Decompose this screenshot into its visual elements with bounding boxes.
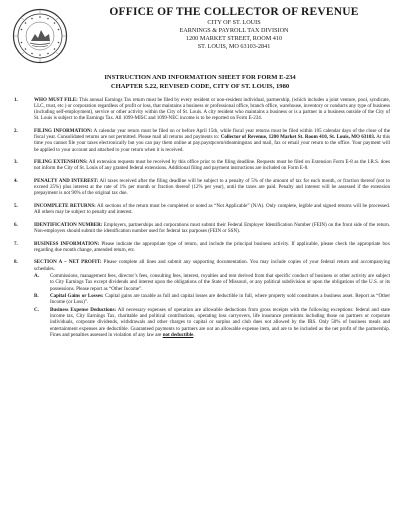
item-heading: BUSINESS INFORMATION: bbox=[34, 240, 100, 247]
item-text: This annual Earnings Tax return must be filed by every resident or non-resident individual, partnership, (which includes a joint venture, pool, syndicate, LLC, trust, etc.) or corporation regardless of profit or loss, that maintains a business or professional office, branch office, warehouse, inventory or conducts any type of business (including self-employment), service or other activity within the City of St. Louis. A city resident who maintains a business or is a partner in a business outside of the City of St. Louis is subject to the Earnings Tax. All 1099-MISC and 1099-NEC income is to be reported on Form E-234. bbox=[34, 97, 390, 122]
item-heading: FILING INFORMATION: bbox=[34, 128, 93, 135]
instruction-item-incomplete-returns bbox=[14, 203, 390, 215]
item-number: 3. bbox=[14, 159, 18, 166]
item-number: 4. bbox=[14, 178, 18, 185]
item-text: Please indicate the appropriate type of return, and include the principal business activity. If applicable, please check the appropriate box regarding due month change, amended return, etc. bbox=[34, 240, 391, 253]
item-number: 5. bbox=[14, 203, 18, 210]
item-text: All extension requests must be received by this office prior to the filing deadline. Requests must be filed on Extension Form E-8 as the I.R.S. does not inform the City of St. Louis of any granted federal extensions. Additional filing and payment instructions are included on Form E-8. bbox=[34, 159, 390, 172]
item-number: 7. bbox=[14, 240, 18, 247]
instructions-body bbox=[14, 97, 390, 344]
subitem-other-income bbox=[34, 273, 390, 291]
not-deductible-emphasis: not deductible bbox=[162, 331, 194, 338]
mailing-address: Collector of Revenue, 1200 Market St. Room 410, St. Louis, MO 63103. bbox=[220, 134, 376, 141]
item-number: 2. bbox=[14, 128, 18, 135]
subitem-capital-gains bbox=[34, 293, 390, 305]
item-text-continued: At this time you cannot file your taxes electronically but you can pay them online at pay.paystpcom/stleamingstax and mail, fax or email your return to the office. Your payment will be applied to your account and attached to your return when it is received. bbox=[34, 134, 390, 153]
instruction-item-who-must-file bbox=[14, 97, 390, 122]
instructions-heading bbox=[0, 74, 400, 91]
city-seal-logo bbox=[12, 8, 68, 64]
instruction-item-filing-information bbox=[14, 128, 390, 153]
item-text: All sections of the return must be completed or noted as “Not Applicable” (N/A). Only complete, legible and signed returns will be processed. All others may be subject to penalty and interest. bbox=[34, 203, 390, 216]
instruction-item-filing-extensions bbox=[14, 159, 390, 171]
instruction-item-section-a-net-profit bbox=[14, 259, 390, 337]
city-state-zip: ST. LOUIS, MO 63103-2841 bbox=[197, 43, 271, 50]
instructions-title: INSTRUCTION AND INFORMATION SHEET FOR FORM E-234 bbox=[104, 74, 296, 81]
item-text: Please complete all lines and submit any supporting documentation. You may include copies of your federal return and accompanying schedules. bbox=[34, 259, 390, 272]
subitem-heading: Capital Gains or Losses: bbox=[50, 293, 104, 300]
subitem-text: All necessary expenses of operation are allowable deductions from gross receipts with the following exceptions: federal and state income tax, City Earnings Tax, charitable and political contributions, operating loss carryovers, life insurance premiums including those on partners or corporate individuals, corporate dividends, withdrawals and other charges to capital or surplus and club dues not allowed by the IRS. Only 50% of business meals and entertainment expenses are deductible. Guaranteed payments to partners are not an allowable expense item, and are to be included as the net profit of the partnership. Fines and penalties assessed in violation of any law are bbox=[50, 307, 390, 338]
subitem-letter: A. bbox=[34, 273, 39, 280]
office-title: OFFICE OF THE COLLECTOR OF REVENUE bbox=[109, 6, 359, 18]
item-number: 1. bbox=[14, 97, 18, 103]
street-address: 1200 MARKET STREET, ROOM 410 bbox=[185, 35, 283, 42]
instruction-item-business-information bbox=[14, 241, 390, 253]
subitem-text: Commissions, management fees, director’s fees, consulting fees, interest, royalties and rent derived from that specific conduct of business or other activity are subject to City Earnings Tax except dividends and interest upon the obligations of the State of Missouri, or any political subdivision or upon the obligations of the U.S. or its possessions. Please report as “Other Income”. bbox=[50, 273, 390, 292]
subitem-letter: C. bbox=[34, 307, 39, 314]
subitem-heading: Business Expense Deductions: bbox=[50, 307, 117, 314]
subitem-text: Capital gains are taxable as full and capital losses are deductible in full, where property sold constitutes a business asset. Report as “Other Income (or Loss)”. bbox=[50, 293, 391, 306]
instruction-item-identification-number bbox=[14, 222, 390, 234]
item-heading: IDENTIFICATION NUMBER: bbox=[34, 221, 103, 228]
division-name: EARNINGS & PAYROLL TAX DIVISION bbox=[179, 27, 289, 34]
item-heading: SECTION A – NET PROFIT: bbox=[34, 259, 102, 266]
item-text: A calendar year return must be filed on or before April 15th, while fiscal year returns must be filed within 105 calendar days of the close of the fiscal year. Consolidated returns are not permitted. Please mail all returns and payments to: bbox=[34, 128, 390, 141]
item-heading: WHO MUST FILE: bbox=[34, 97, 78, 103]
item-number: 6. bbox=[14, 221, 18, 228]
item-heading: FILING EXTENSIONS: bbox=[34, 159, 88, 166]
city-name: CITY OF ST. LOUIS bbox=[207, 19, 261, 26]
item-number: 8. bbox=[14, 259, 18, 266]
subitem-business-expense-deductions bbox=[34, 307, 390, 338]
subitem-letter: B. bbox=[34, 293, 39, 300]
item-heading: PENALTY AND INTEREST: bbox=[34, 178, 99, 185]
item-text: Employers, partnerships and corporations must submit their Federal Employer Identification Number (FEIN) on the front side of the return. Non-employers should submit the identification number used for federal tax purposes (FEIN or SSN). bbox=[34, 221, 390, 234]
instruction-item-penalty-interest bbox=[14, 178, 390, 196]
item-text: All taxes received after the filing deadline will be subject to a penalty of 5% of the amount of tax for each month, or fraction thereof (not to exceed 25%) plus interest at the rate of 1% per month or fraction thereof (12% per year), until the taxes are paid. Penalty and interest will be assessed if the extension prepayment is not 90% of the original tax due. bbox=[34, 178, 390, 197]
subitem-text-end: . bbox=[193, 331, 195, 338]
office-header bbox=[76, 6, 392, 51]
instructions-subtitle: CHAPTER 5.22, REVISED CODE, CITY OF ST. LOUIS, 1980 bbox=[110, 82, 290, 90]
item-heading: INCOMPLETE RETURNS: bbox=[34, 203, 96, 210]
